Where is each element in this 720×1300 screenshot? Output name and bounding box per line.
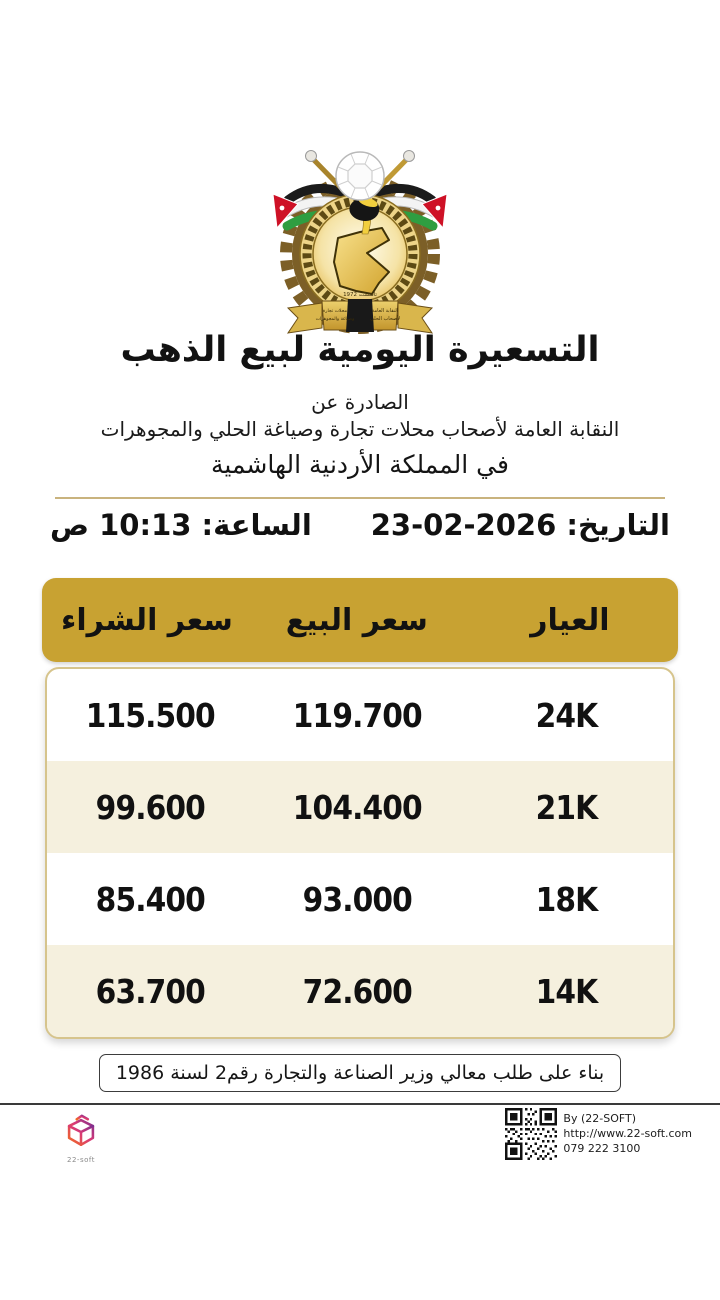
karat-value: 14K [535, 971, 598, 1011]
footer-divider [0, 1103, 720, 1105]
cube-logo-icon [64, 1113, 98, 1151]
time-field [50, 508, 312, 542]
credit-line: By (22-SOFT) [563, 1112, 637, 1125]
website-url: http://www.22-soft.com [563, 1127, 692, 1140]
date-label: التاريخ: [566, 508, 670, 542]
buy-price: 115.500 [85, 695, 215, 735]
diamond-icon [336, 152, 384, 200]
sell-price: 104.400 [292, 787, 422, 827]
buy-price: 63.700 [95, 971, 205, 1011]
footer-credit-block [505, 1108, 692, 1160]
date-value: 23-02-2026 [370, 508, 557, 542]
country-line: في المملكة الأردنية الهاشمية [211, 450, 509, 479]
karat-value: 18K [535, 879, 598, 919]
syndicate-emblem-svg [268, 142, 452, 334]
footer-brand-logo [58, 1113, 104, 1164]
ribbon-text-right-1: النقابة العامة [371, 308, 399, 314]
column-sell-price: سعر البيع [285, 602, 428, 638]
time-label: الساعة: [201, 508, 312, 542]
karat-value: 24K [535, 695, 598, 735]
page-title: التسعيرة اليومية لبيع الذهب [120, 330, 600, 370]
header-divider [55, 497, 665, 499]
ribbon-text-right-2: لأصحاب الحلي [369, 316, 401, 322]
founded-year-label: تأسست 1972 [343, 292, 377, 298]
table-row-21k [47, 761, 673, 853]
ministerial-note: بناء على طلب معالي وزير الصناعة والتجارة رقم2 لسنة 1986 [99, 1054, 621, 1092]
price-table-header [42, 578, 678, 662]
table-row-18k [47, 853, 673, 945]
price-table-body [45, 667, 675, 1039]
buy-price: 99.600 [95, 787, 205, 827]
table-row-14k [47, 945, 673, 1037]
issued-by-line: الصادرة عن [311, 390, 409, 414]
brand-label: 22-soft [67, 1156, 95, 1164]
column-karat: العيار [530, 602, 610, 638]
column-buy-price: سعر الشراء [61, 602, 233, 638]
table-row-24k [47, 669, 673, 761]
phone-number: 079 222 3100 [563, 1142, 641, 1155]
qr-code-icon [505, 1108, 557, 1160]
time-value: 10:13 ص [50, 508, 192, 542]
datetime-row [50, 508, 670, 542]
karat-value: 21K [535, 787, 598, 827]
ribbon-text-left-2: وصياغة والمجوهرات [315, 317, 355, 322]
syndicate-name-line: النقابة العامة لأصحاب محلات تجارة وصياغة الحلي والمجوهرات [100, 417, 620, 441]
sell-price: 72.600 [302, 971, 412, 1011]
buy-price: 85.400 [95, 879, 205, 919]
syndicate-emblem [268, 142, 452, 338]
date-field [371, 508, 670, 542]
ribbon-text-left-1: محلات تجارة [322, 309, 348, 314]
sell-price: 119.700 [292, 695, 422, 735]
sell-price: 93.000 [302, 879, 412, 919]
